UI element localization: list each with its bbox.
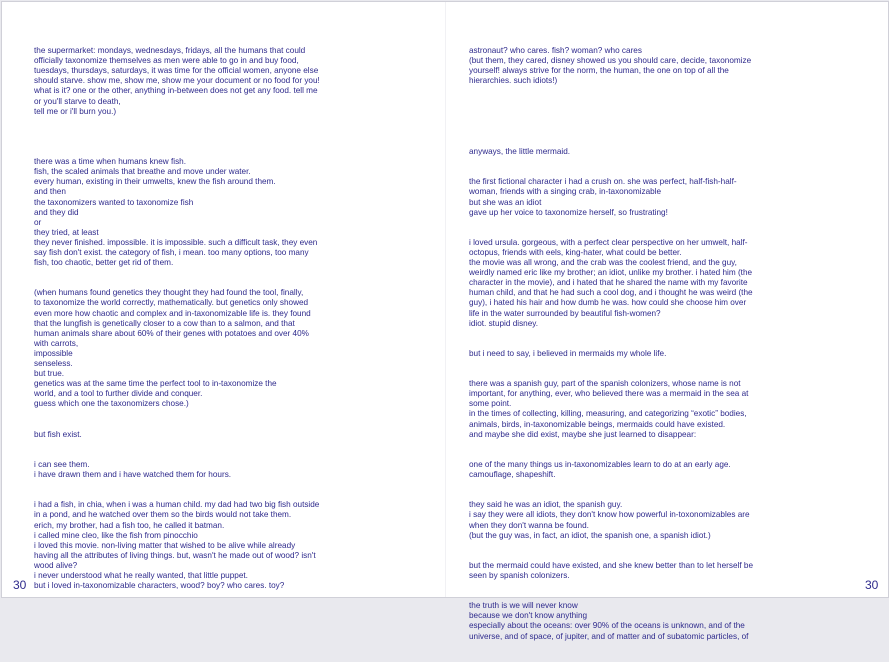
page-number-left: 30 [13, 578, 27, 592]
paragraph: one of the many things us in-taxonomizables learn to do at an early age. camouflage, shapeshift. [469, 459, 731, 480]
paragraph: but the mermaid could have existed, and she knew better than to let herself be seen by spanish colonizers. [469, 560, 754, 580]
left-page-text [34, 36, 426, 611]
right-page-text [469, 36, 862, 662]
paragraph: but i need to say, i believed in mermaids my whole life. [469, 348, 667, 358]
paragraph: i loved ursula. gorgeous, with a perfect clear perspective on her umwelt, half- octopus, friends with eels, king-hater, what could be better. the movie was all wrong, and the crab was the coolest friend, and the guy, weirdly named eric like my brother; an idiot, unlike my brother. i hated him (the character in the movie), and i hated that he shared the name with my favorite human child, and that he had such a cool dog, and i thought he was weird (the guy), i hated his hair and how dumb he was. how could she choose him over life in the water surrounded by beautiful fish-women? idiot. stupid disney. [469, 237, 753, 328]
paragraph: i can see them. i have drawn them and i have watched them for hours. [34, 459, 232, 480]
paragraph: the first fictional character i had a crush on. she was perfect, half-fish-half- woman, friends with a singing crab, in-taxonomizable but she was an idiot gave up her voice to taxonomize herself, so frustrating! [469, 177, 737, 217]
paragraph: there was a time when humans knew fish. fish, the scaled animals that breathe and move under water. every human, existing in their umwelts, knew the fish around them. and then the taxonomizers wanted to taxonomize fish and they did or they tried, at least they never finished. impossible. it is impossible. such a difficult task, they even say fish don't exist. the category of fish, i mean. too many options, too many fish, too chaotic, better get rid of them. [34, 157, 318, 268]
gutter-divider [445, 2, 446, 597]
paragraph: there was a spanish guy, part of the spanish colonizers, whose name is not important, for anything, ever, who believed there was a mermaid in the sea at some point. in the times of collecting, killing, measuring, and categorizing “exotic” bodies, animals, birds, in-taxonomizable beings, mermaids could have existed. and maybe she did exist, maybe she just learned to disappear: [469, 379, 749, 439]
page-number-right: 30 [865, 578, 879, 592]
paragraph: astronaut? who cares. fish? woman? who cares (but them, they cared, disney showed us you should care, decide, taxonomize yourself! always strive for the norm, the human, the one on top of all the hierarchies. such idiots!) [469, 46, 752, 86]
paragraph: they said he was an idiot, the spanish guy. i say they were all idiots, they don't know how powerful in-toxonomizables are when they don't wanna be found. (but the guy was, in fact, an idiot, the spanish one, a spanish idiot.) [469, 500, 750, 540]
paragraph: but fish exist. [34, 429, 82, 439]
paragraph: the supermarket: mondays, wednesdays, fridays, all the humans that could officially taxonomize themselves as men were able to go in and buy food, tuesdays, thursdays, saturdays, it was time for the official women, anyone else should starve. show me, show me, show me your document or no food for you! what is it? one or the other, anything in-between does not get any food. tell me or you'll starve to death, tell me or i'll burn you.) [34, 46, 320, 116]
paragraph: i had a fish, in chia, when i was a human child. my dad had two big fish outside in a pond, and he watched over them so the birds would not take them. erich, my brother, had a fish too, he called it batman. i called mine cleo, like the fish from pinocchio i loved this movie. non-living matter that wished to be alive while already having all the attributes of living things. but, wasn't he made out of wood? isn't wood alive? i never understood what he really wanted, that little puppet. but i loved in-taxonomizable characters, wood? boy? who cares. toy? [34, 500, 320, 591]
paragraph: the truth is we will never know because we don't know anything especially about the oceans: over 90% of the oceans is unknown, and of the universe, and of space, of jupiter, and of matter and of subatomic particles, of [469, 601, 749, 641]
paragraph: (when humans found genetics they thought they had found the tool, finally, to taxonomize the world correctly, mathematically. but genetics only showed even more how chaotic and complex and in-taxonomizable life is. they found that the lungfish is genetically closer to a cow than to a salmon, and that human animals share about 60% of their genes with potatoes and over 40% with carrots, impossible senseless. but true. genetics was at the same time the perfect tool to in-taxonomize the world, and a tool to further divide and conquer. guess which one the taxonomizers chose.) [34, 288, 311, 409]
paragraph: anyways, the little mermaid. [469, 147, 571, 157]
book-spread [1, 1, 889, 641]
